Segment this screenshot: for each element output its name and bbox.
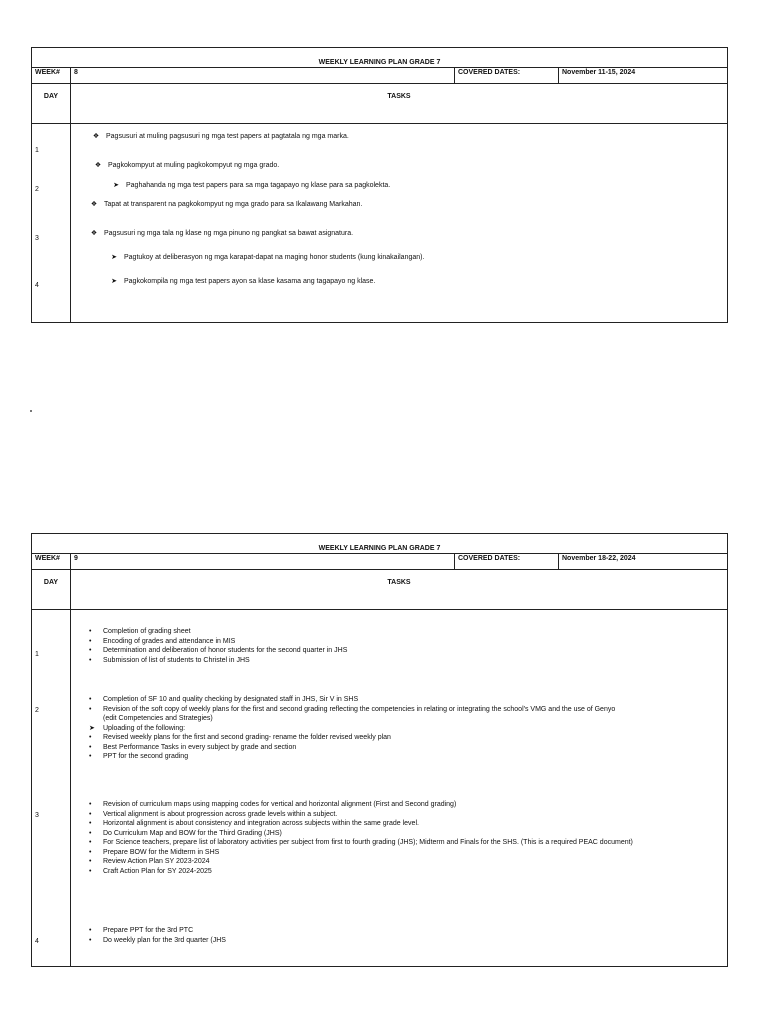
day-number: 4 (35, 282, 39, 289)
round-bullet-icon: • (89, 696, 92, 703)
day2-task-list (89, 695, 615, 762)
week-row (32, 68, 727, 84)
week-value: 8 (71, 68, 455, 83)
list-item: • PPT for the second grading (89, 753, 189, 760)
day-header: DAY (32, 570, 71, 609)
tasks-body (32, 124, 727, 322)
arrow-bullet-icon: ➤ (113, 182, 119, 189)
list-item: • Submission of list of students to Christel in JHS (89, 656, 250, 664)
plan-title-row (32, 48, 727, 68)
round-bullet-icon: • (89, 628, 92, 635)
day-number: 4 (35, 938, 39, 945)
tasks-body (32, 610, 727, 966)
plan-title: WEEKLY LEARNING PLAN GRADE 7 (318, 545, 441, 552)
weekly-plan-week-9 (31, 533, 728, 967)
tasks-header: TASKS (387, 93, 411, 100)
task-subitem: ➤ Paghahanda ng mga test papers para sa mga tagapayo ng klase para sa pagkolekta. (110, 181, 390, 190)
round-bullet-icon: • (89, 705, 92, 713)
round-bullet-icon: • (89, 820, 92, 827)
day-number: 2 (35, 186, 39, 193)
stray-dot (30, 410, 32, 412)
list-item: • Revision of the soft copy of weekly plans for the first and second grading reflecting the competencies in relating or integrating the school's VMG and the use of Genyo (89, 705, 616, 713)
round-bullet-icon: • (89, 810, 92, 818)
list-item: • Best Performance Tasks in every subject by grade and section (89, 743, 297, 751)
round-bullet-icon: • (89, 656, 92, 664)
list-item: • Do Curriculum Map and BOW for the Third Grading (JHS) (89, 829, 282, 837)
round-bullet-icon: • (89, 927, 92, 934)
round-bullet-icon: • (89, 829, 92, 837)
list-item: ➤ Uploading of the following: (89, 724, 186, 732)
week-row (32, 554, 727, 570)
diamond-bullet-icon: ❖ (94, 162, 102, 169)
round-bullet-icon: • (89, 839, 92, 846)
day3-task-list (89, 800, 633, 876)
list-item: • Revised weekly plans for the first and second grading- rename the folder revised weekly plan (89, 734, 391, 741)
round-bullet-icon: • (89, 936, 92, 944)
list-item: • Prepare BOW for the Midterm in SHS (89, 848, 220, 856)
arrow-bullet-icon: ➤ (111, 254, 117, 261)
covered-dates-value: November 11-15, 2024 (562, 69, 636, 76)
covered-dates-label: COVERED DATES: (455, 68, 559, 83)
day1-task-list (89, 627, 347, 665)
round-bullet-icon: • (89, 743, 92, 751)
list-item: • For Science teachers, prepare list of laboratory activities per subject from first to fourth grading (JHS); Midterm and Finals for the SHS. (This is a required PEAC document) (89, 839, 633, 846)
arrow-bullet-icon: ➤ (111, 278, 117, 285)
list-item: • Horizontal alignment is about consistency and integration across subjects within the same grade level. (89, 820, 419, 827)
list-item: • Determination and deliberation of honor students for the second quarter in JHS (89, 647, 348, 654)
task-item: ❖ Pagkokompyut at muling pagkokompyut ng mga grado. (92, 161, 279, 170)
list-item: • Craft Action Plan for SY 2024-2025 (89, 867, 212, 875)
list-item: (edit Competencies and Strategies) (103, 715, 213, 722)
task-item: ❖ Tapat at transparent na pagkokompyut ng mga grado para sa Ikalawang Markahan. (88, 200, 362, 209)
header-row (32, 84, 727, 124)
plan-title-row (32, 534, 727, 554)
day-number: 1 (35, 651, 39, 658)
task-item: ❖ Pagsusuri at muling pagsusuri ng mga test papers at pagtatala ng mga marka. (90, 132, 349, 141)
list-item: • Revision of curriculum maps using mapping codes for vertical and horizontal alignment (First and Second grading) (89, 801, 457, 808)
round-bullet-icon: • (89, 734, 92, 741)
covered-dates-label: COVERED DATES: (455, 554, 559, 569)
round-bullet-icon: • (89, 647, 92, 654)
arrow-bullet-icon: ➤ (89, 724, 95, 732)
week-label: WEEK# (32, 554, 71, 569)
diamond-bullet-icon: ❖ (90, 201, 98, 208)
week-label: WEEK# (32, 68, 71, 83)
list-item: • Vertical alignment is about progression across grade levels within a subject. (89, 810, 338, 818)
list-item: • Review Action Plan SY 2023-2024 (89, 858, 210, 865)
day-number: 3 (35, 235, 39, 242)
plan-title: WEEKLY LEARNING PLAN GRADE 7 (318, 59, 441, 66)
weekly-plan-week-8 (31, 47, 728, 323)
diamond-bullet-icon: ❖ (92, 133, 100, 140)
list-item: • Prepare PPT for the 3rd PTC (89, 927, 194, 934)
day-header: DAY (32, 84, 71, 123)
week-value: 9 (71, 554, 455, 569)
list-item: • Do weekly plan for the 3rd quarter (JHS (89, 936, 226, 944)
day4-task-list (89, 926, 226, 945)
day-number: 2 (35, 707, 39, 714)
covered-dates-value: November 18-22, 2024 (562, 555, 636, 562)
round-bullet-icon: • (89, 848, 92, 856)
list-item: • Encoding of grades and attendance in MIS (89, 637, 236, 645)
tasks-header: TASKS (387, 579, 411, 586)
diamond-bullet-icon: ❖ (90, 230, 98, 237)
task-subitem: ➤ Pagkokompila ng mga test papers ayon sa klase kasama ang tagapayo ng klase. (108, 277, 375, 286)
round-bullet-icon: • (89, 858, 92, 865)
round-bullet-icon: • (89, 753, 92, 760)
task-item: ❖ Pagsusuri ng mga tala ng klase ng mga pinuno ng pangkat sa bawat asignatura. (88, 229, 353, 238)
task-subitem: ➤ Pagtukoy at deliberasyon ng mga karapat-dapat na maging honor students (kung kinakailangan). (108, 253, 424, 262)
round-bullet-icon: • (89, 801, 92, 808)
round-bullet-icon: • (89, 867, 92, 875)
day-number: 1 (35, 147, 39, 154)
round-bullet-icon: • (89, 637, 92, 645)
list-item: • Completion of grading sheet (89, 628, 191, 635)
header-row (32, 570, 727, 610)
day-column (32, 610, 71, 966)
day-number: 3 (35, 812, 39, 819)
list-item: • Completion of SF 10 and quality checking by designated staff in JHS, Sir V in SHS (89, 696, 359, 703)
